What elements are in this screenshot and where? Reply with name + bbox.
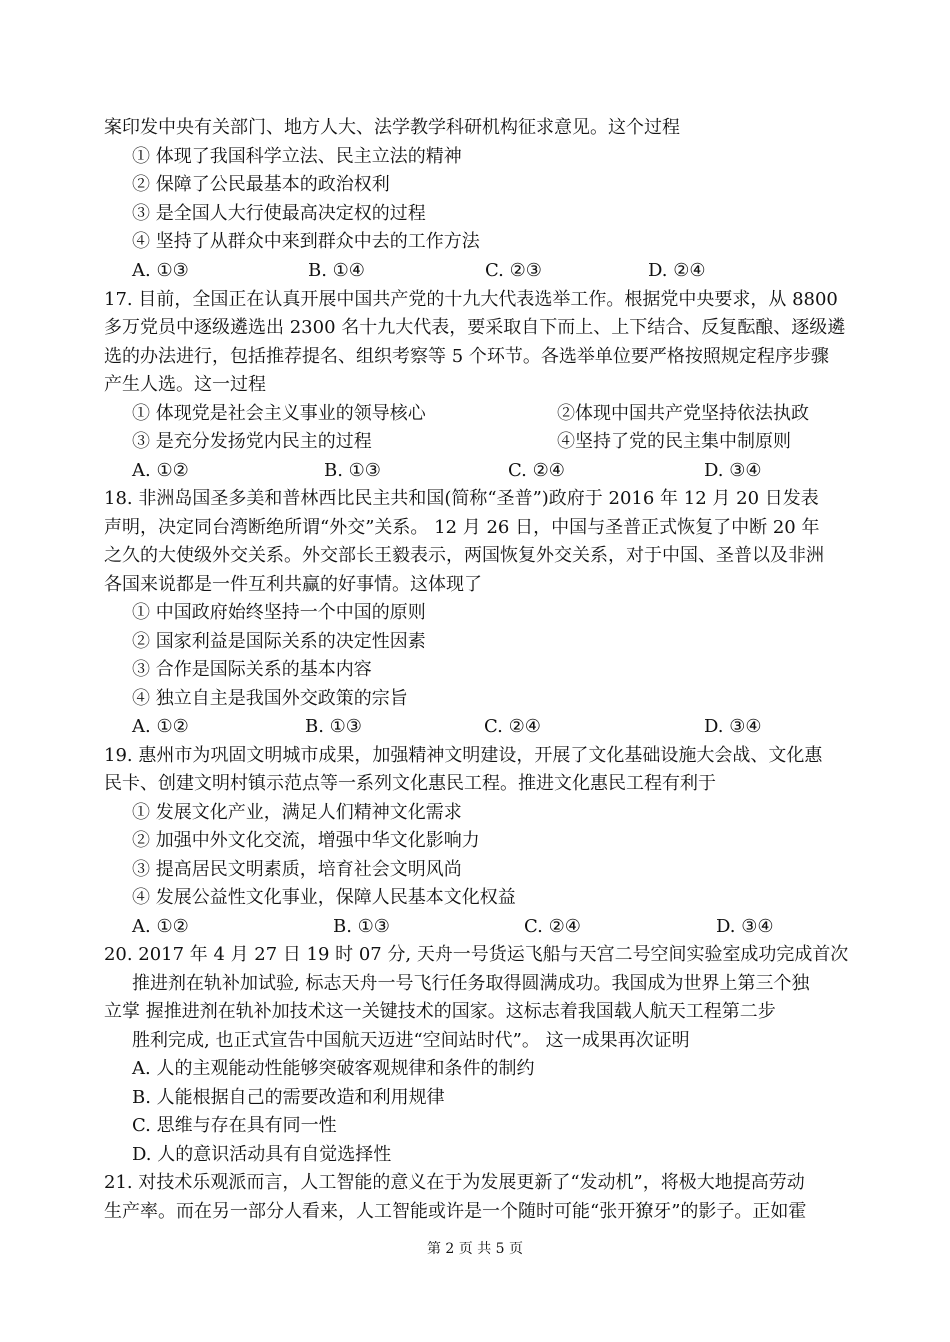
q19-stem-line-2: 民卡、创建文明村镇示范点等一系列文化惠民工程。推进文化惠民工程有利于 xyxy=(104,773,716,794)
q18-statement-2: ② 国家利益是国际关系的决定性因素 xyxy=(132,631,426,652)
q19-statement-2: ② 加强中外文化交流，增强中华文化影响力 xyxy=(132,830,480,851)
q18-statement-3: ③ 合作是国际关系的基本内容 xyxy=(132,659,372,680)
q17-stem-line-2: 多万党员中逐级遴选出 2300 名十九大代表，要采取自下而上、上下结合、反复酝酿、逐级遴 xyxy=(104,317,846,338)
q16-option-d: D. ②④ xyxy=(648,260,706,281)
q17-stem-line-4: 产生人选。这一过程 xyxy=(104,374,266,395)
q21-stem-line-2: 生产率。而在另一部分人看来，人工智能或许是一个随时可能“张开獠牙”的影子。正如霍 xyxy=(104,1201,807,1222)
q21-stem-line-1: 21. 对技术乐观派而言，人工智能的意义在于为发展更新了“发动机”，将极大地提高劳动 xyxy=(104,1172,805,1193)
q18-option-a: A. ①② xyxy=(132,716,189,737)
q18-stem-line-3: 之久的大使级外交关系。外交部长王毅表示，两国恢复外交关系，对于中国、圣普以及非洲 xyxy=(104,545,824,566)
page-number-footer: 第 2 页 共 5 页 xyxy=(426,1241,524,1257)
q16-statement-1: ① 体现了我国科学立法、民主立法的精神 xyxy=(132,146,462,167)
q16-statement-4: ④ 坚持了从群众中来到群众中去的工作方法 xyxy=(132,231,480,252)
q18-statement-1: ① 中国政府始终坚持一个中国的原则 xyxy=(132,602,426,623)
q18-stem-line-2: 声明，决定同台湾断绝所谓“外交”关系。 12 月 26 日，中国与圣普正式恢复了中断 20 年 xyxy=(104,517,820,538)
q20-stem-line-2: 推进剂在轨补加试验, 标志天舟一号飞行任务取得圆满成功。我国成为世界上第三个独 xyxy=(132,973,810,994)
q16-statement-3: ③ 是全国人大行使最高决定权的过程 xyxy=(132,203,426,224)
q19-option-d: D. ③④ xyxy=(716,916,774,937)
q18-option-c: C. ②④ xyxy=(484,716,541,737)
q18-stem-line-4: 各国来说都是一件互利共赢的好事情。这体现了 xyxy=(104,574,482,595)
q16-option-c: C. ②③ xyxy=(485,260,542,281)
q20-stem-line-1: 20. 2017 年 4 月 27 日 19 时 07 分, 天舟一号货运飞船与天宫二号空间实验室成功完成首次 xyxy=(104,944,849,965)
q20-stem-line-3: 立掌 握推进剂在轨补加技术这一关键技术的国家。这标志着我国载人航天工程第二步 xyxy=(104,1001,776,1022)
q19-statement-4: ④ 发展公益性文化事业，保障人民基本文化权益 xyxy=(132,887,516,908)
q17-option-a: A. ①② xyxy=(132,460,189,481)
q18-statement-4: ④ 独立自主是我国外交政策的宗旨 xyxy=(132,688,408,709)
q17-statement-1: ① 体现党是社会主义事业的领导核心 xyxy=(132,403,426,424)
q20-choice-b: B. 人能根据自己的需要改造和利用规律 xyxy=(132,1087,445,1108)
q17-option-c: C. ②④ xyxy=(508,460,565,481)
q16-option-b: B. ①④ xyxy=(308,260,365,281)
q17-stem-line-1: 17. 目前，全国正在认真开展中国共产党的十九大代表选举工作。根据党中央要求，从 8800 xyxy=(104,289,838,310)
q19-statement-1: ① 发展文化产业，满足人们精神文化需求 xyxy=(132,802,462,823)
q20-choice-d: D. 人的意识活动具有自觉选择性 xyxy=(132,1144,392,1165)
q16-text-line: 案印发中央有关部门、地方人大、法学教学科研机构征求意见。这个过程 xyxy=(104,117,680,138)
q17-statement-3: ③ 是充分发扬党内民主的过程 xyxy=(132,431,372,452)
q18-option-b: B. ①③ xyxy=(305,716,362,737)
q20-choice-a: A. 人的主观能动性能够突破客观规律和条件的制约 xyxy=(132,1058,535,1079)
q19-statement-3: ③ 提高居民文明素质，培育社会文明风尚 xyxy=(132,859,462,880)
q18-option-d: D. ③④ xyxy=(704,716,762,737)
q17-stem-line-3: 选的办法进行，包括推荐提名、组织考察等 5 个环节。各选举单位要严格按照规定程序步骤 xyxy=(104,346,829,367)
q16-option-a: A. ①③ xyxy=(132,260,189,281)
q20-stem-line-4: 胜利完成, 也正式宣告中国航天迈进“空间站时代”。 这一成果再次证明 xyxy=(132,1030,690,1051)
q17-option-b: B. ①③ xyxy=(324,460,381,481)
q17-option-d: D. ③④ xyxy=(704,460,762,481)
q16-statement-2: ② 保障了公民最基本的政治权利 xyxy=(132,174,390,195)
q20-choice-c: C. 思维与存在具有同一性 xyxy=(132,1115,337,1136)
q19-stem-line-1: 19. 惠州市为巩固文明城市成果，加强精神文明建设，开展了文化基础设施大会战、文化惠 xyxy=(104,745,823,766)
q19-option-c: C. ②④ xyxy=(524,916,581,937)
q19-option-b: B. ①③ xyxy=(333,916,390,937)
q17-statement-4: ④坚持了党的民主集中制原则 xyxy=(557,431,791,452)
q19-option-a: A. ①② xyxy=(132,916,189,937)
q18-stem-line-1: 18. 非洲岛国圣多美和普林西比民主共和国(简称“圣普”)政府于 2016 年 12 月 20 日发表 xyxy=(104,488,819,509)
q17-statement-2: ②体现中国共产党坚持依法执政 xyxy=(557,403,809,424)
